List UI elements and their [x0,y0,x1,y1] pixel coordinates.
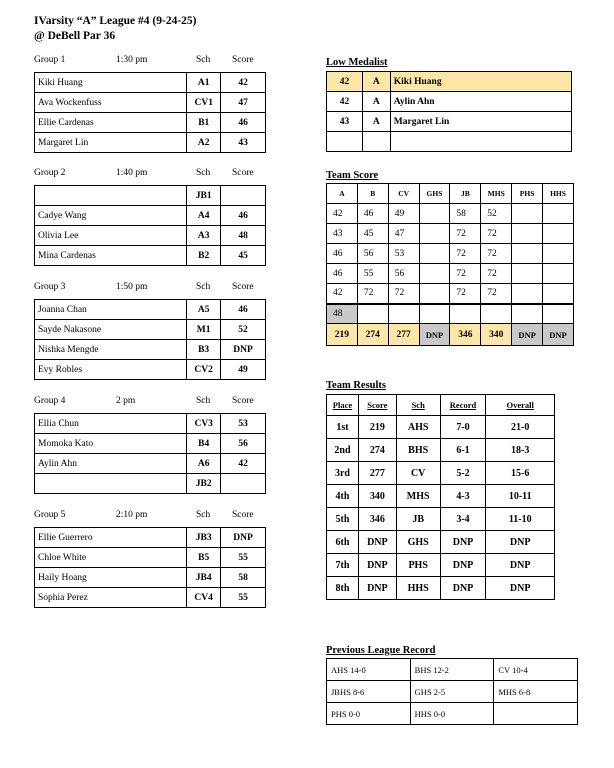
group-score-label: Score [232,168,254,178]
group-player-row [35,454,266,474]
team-total: DNP [512,324,543,346]
team-score-row [327,224,574,244]
team-results-cell: DNP [440,531,486,554]
team-score-cell: 72 [388,284,419,304]
page-subtitle: @ DeBell Par 36 [34,30,116,42]
team-score-cell: 56 [388,264,419,284]
team-score-row [327,244,574,264]
team-score-cell [543,284,574,304]
team-score-col-header: MHS [481,184,512,204]
group-header [34,282,274,296]
medalist-name: Margaret Lin [390,112,571,132]
player-score: 43 [221,133,266,153]
player-score: 46 [221,300,266,320]
team-score-cell: 72 [481,244,512,264]
player-name: Olivia Lee [35,226,187,246]
player-name: Cadye Wang [35,206,187,226]
player-score: 53 [221,414,266,434]
group-table [34,527,266,608]
page-title: IVarsity “A” League #4 (9-24-25) [34,15,197,27]
team-results-cell: DNP [486,577,555,600]
team-score-cell [512,244,543,264]
player-name: Ellia Chun [35,414,187,434]
school-code: B3 [187,340,221,360]
team-results-cell: 7th [327,554,359,577]
team-score-cell: 46 [357,204,388,224]
team-score-cell [450,304,481,324]
team-results-cell: 8th [327,577,359,600]
team-score-cell [543,264,574,284]
team-results-cell: AHS [396,416,440,439]
group-player-row [35,340,266,360]
team-score-col-header: HHS [543,184,574,204]
player-score [221,474,266,494]
team-results-cell: 7-0 [440,416,486,439]
player-score: 58 [221,568,266,588]
player-name: Mina Cardenas [35,246,187,266]
team-results-header [327,395,555,416]
school-code: CV2 [187,360,221,380]
team-score-totals [327,324,574,346]
team-results-cell: DNP [440,577,486,600]
player-name: Sayde Nakasone [35,320,187,340]
team-total: DNP [543,324,574,346]
team-results-cell: CV [396,462,440,485]
group-score-label: Score [232,510,254,520]
team-results-cell: 11-10 [486,508,555,531]
school-code: A5 [187,300,221,320]
team-score-table [326,183,574,346]
team-score-cell [543,304,574,324]
team-results-cell: HHS [396,577,440,600]
team-total: 340 [481,324,512,346]
team-score-col-header: JB [450,184,481,204]
group-player-row [35,568,266,588]
medalist-school: A [362,112,390,132]
team-score-cell [512,284,543,304]
team-results-cell: 1st [327,416,359,439]
team-score-cell [419,224,450,244]
medalist-row [327,112,572,132]
player-score: 48 [221,226,266,246]
group-name: Group 1 [34,55,66,65]
group-player-row [35,93,266,113]
team-score-cell [419,204,450,224]
player-score: 45 [221,246,266,266]
player-name: Nishka Mengde [35,340,187,360]
team-score-cell: 72 [481,284,512,304]
group-name: Group 5 [34,510,66,520]
player-score: 42 [221,454,266,474]
team-results-col-header: Place [327,395,359,416]
team-score-col-header: PHS [512,184,543,204]
team-score-cell: 48 [327,304,358,324]
team-results-cell: 4th [327,485,359,508]
team-score-cell [481,304,512,324]
previous-record-cell: BHS 12-2 [410,659,494,681]
team-results-row [327,439,555,462]
team-score-cell: 43 [327,224,358,244]
player-name: Ellie Cardenas [35,113,187,133]
group-header [34,396,274,410]
school-code: B4 [187,434,221,454]
previous-record-row [327,703,578,725]
previous-record-table [326,658,578,725]
previous-record-cell: MHS 6-8 [494,681,578,703]
player-name [35,474,187,494]
team-score-cell: 72 [450,224,481,244]
team-score-cell [543,224,574,244]
team-results-cell: MHS [396,485,440,508]
team-results-cell: 10-11 [486,485,555,508]
group-table [34,413,266,494]
team-results-cell: JB [396,508,440,531]
team-results-cell: 2nd [327,439,359,462]
team-score-cell: 47 [388,224,419,244]
team-score-cell: 52 [481,204,512,224]
player-score: 42 [221,73,266,93]
medalist-school [362,132,390,152]
school-code: A3 [187,226,221,246]
player-score: 46 [221,206,266,226]
player-name: Evy Robles [35,360,187,380]
team-results-cell: PHS [396,554,440,577]
school-code: A2 [187,133,221,153]
team-score-cell [512,264,543,284]
group-player-row [35,414,266,434]
previous-record-row [327,681,578,703]
player-score: 47 [221,93,266,113]
team-results-col-header: Sch [396,395,440,416]
team-score-row [327,304,574,324]
team-results-cell: 274 [358,439,396,462]
medalist-row [327,92,572,112]
group-time: 2:10 pm [116,510,148,520]
team-total: 219 [327,324,358,346]
team-score-cell [512,224,543,244]
player-name: Momoka Kato [35,434,187,454]
team-results-cell: 5-2 [440,462,486,485]
team-results-cell: DNP [486,531,555,554]
group-time: 1:50 pm [116,282,148,292]
group-score-label: Score [232,55,254,65]
team-score-cell: 45 [357,224,388,244]
team-score-cell: 55 [357,264,388,284]
school-code: JB1 [187,186,221,206]
team-results-cell: 15-6 [486,462,555,485]
team-results-row [327,554,555,577]
medalist-school: A [362,72,390,92]
player-name: Aylin Ahn [35,454,187,474]
school-code: A1 [187,73,221,93]
team-results-row [327,508,555,531]
team-score-cell: 72 [450,284,481,304]
player-score: 46 [221,113,266,133]
group-name: Group 3 [34,282,66,292]
team-results-cell: 3-4 [440,508,486,531]
team-score-col-header: CV [388,184,419,204]
group-score-label: Score [232,282,254,292]
group-player-row [35,588,266,608]
team-results-cell: 346 [358,508,396,531]
group-sch-label: Sch [196,510,211,520]
player-name [35,186,187,206]
medalist-score: 42 [327,92,363,112]
group-time: 2 pm [116,396,136,406]
team-results-row [327,462,555,485]
school-code: CV3 [187,414,221,434]
player-score: DNP [221,528,266,548]
team-score-cell: 72 [481,264,512,284]
team-total: 277 [388,324,419,346]
team-results-cell: 3rd [327,462,359,485]
team-total: 346 [450,324,481,346]
medalist-name: Aylin Ahn [390,92,571,112]
previous-record-cell: JBHS 8-6 [327,681,411,703]
team-score-cell: 72 [450,264,481,284]
group-time: 1:30 pm [116,55,148,65]
school-code: JB2 [187,474,221,494]
group-player-row [35,226,266,246]
low-medalist-table [326,71,572,152]
group-player-row [35,133,266,153]
group-sch-label: Sch [196,282,211,292]
player-name: Kiki Huang [35,73,187,93]
team-score-col-header: A [327,184,358,204]
team-score-row [327,284,574,304]
team-score-cell [512,304,543,324]
team-score-cell: 46 [327,264,358,284]
group-header [34,168,274,182]
group-time: 1:40 pm [116,168,148,178]
low-medalist-title: Low Medalist [326,57,388,68]
previous-record-cell: HHS 0-0 [410,703,494,725]
team-results-cell: 5th [327,508,359,531]
team-score-cell: 42 [327,204,358,224]
school-code: B2 [187,246,221,266]
player-name: Sophia Perez [35,588,187,608]
school-code: CV1 [187,93,221,113]
previous-record-title: Previous League Record [326,645,436,656]
player-score [221,186,266,206]
school-code: A6 [187,454,221,474]
team-total: DNP [419,324,450,346]
team-results-cell: DNP [358,531,396,554]
group-sch-label: Sch [196,396,211,406]
group-player-row [35,73,266,93]
player-name: Margaret Lin [35,133,187,153]
previous-record-cell: CV 10-4 [494,659,578,681]
player-name: Haily Hoang [35,568,187,588]
team-score-cell [419,244,450,264]
team-results-cell: 21-0 [486,416,555,439]
team-results-cell: GHS [396,531,440,554]
group-table [34,299,266,380]
team-score-col-header: B [357,184,388,204]
previous-record-cell: AHS 14-0 [327,659,411,681]
school-code: JB4 [187,568,221,588]
team-score-cell: 72 [481,224,512,244]
team-score-cell: 53 [388,244,419,264]
group-player-row [35,186,266,206]
team-results-cell: 219 [358,416,396,439]
school-code: JB3 [187,528,221,548]
team-results-row [327,577,555,600]
team-score-cell [543,244,574,264]
group-table [34,185,266,266]
team-total: 274 [357,324,388,346]
team-results-cell: 6th [327,531,359,554]
team-results-table [326,394,555,600]
player-score: 55 [221,588,266,608]
group-table [34,72,266,153]
team-results-row [327,531,555,554]
team-score-col-header: GHS [419,184,450,204]
group-score-label: Score [232,396,254,406]
team-score-cell: 56 [357,244,388,264]
team-results-cell: BHS [396,439,440,462]
medalist-score: 42 [327,72,363,92]
group-player-row [35,474,266,494]
school-code: CV4 [187,588,221,608]
team-results-col-header: Overall [486,395,555,416]
team-results-cell: DNP [486,554,555,577]
medalist-name [390,132,571,152]
group-player-row [35,528,266,548]
team-results-cell: 340 [358,485,396,508]
group-player-row [35,300,266,320]
team-score-cell [543,204,574,224]
team-results-row [327,416,555,439]
school-code: B5 [187,548,221,568]
group-sch-label: Sch [196,168,211,178]
team-results-col-header: Record [440,395,486,416]
team-score-title: Team Score [326,170,379,181]
team-score-row [327,264,574,284]
team-score-header [327,184,574,204]
player-score: DNP [221,340,266,360]
medalist-school: A [362,92,390,112]
player-name: Ellie Guerrero [35,528,187,548]
team-score-cell: 49 [388,204,419,224]
school-code: M1 [187,320,221,340]
previous-record-cell: GHS 2-5 [410,681,494,703]
group-player-row [35,206,266,226]
team-score-cell [419,284,450,304]
medalist-score: 43 [327,112,363,132]
team-results-cell: 18-3 [486,439,555,462]
team-score-cell: 46 [327,244,358,264]
team-score-cell: 58 [450,204,481,224]
group-header [34,510,274,524]
team-results-cell: 6-1 [440,439,486,462]
team-results-row [327,485,555,508]
school-code: B1 [187,113,221,133]
previous-record-cell: PHS 0-0 [327,703,411,725]
team-score-cell [388,304,419,324]
medalist-score [327,132,363,152]
group-player-row [35,360,266,380]
team-results-cell: DNP [358,554,396,577]
team-results-title: Team Results [326,380,386,391]
previous-record-row [327,659,578,681]
group-player-row [35,320,266,340]
group-sch-label: Sch [196,55,211,65]
player-score: 55 [221,548,266,568]
team-results-cell: 4-3 [440,485,486,508]
team-score-cell [357,304,388,324]
team-score-cell [512,204,543,224]
team-score-cell: 72 [357,284,388,304]
previous-record-cell [494,703,578,725]
team-results-cell: DNP [440,554,486,577]
group-name: Group 2 [34,168,66,178]
player-score: 49 [221,360,266,380]
group-player-row [35,113,266,133]
group-name: Group 4 [34,396,66,406]
player-name: Ava Wockenfuss [35,93,187,113]
group-player-row [35,434,266,454]
team-score-cell [419,264,450,284]
player-score: 52 [221,320,266,340]
medalist-row [327,72,572,92]
player-score: 56 [221,434,266,454]
team-results-cell: 277 [358,462,396,485]
team-score-row [327,204,574,224]
group-player-row [35,246,266,266]
team-results-col-header: Score [358,395,396,416]
group-player-row [35,548,266,568]
team-score-cell: 72 [450,244,481,264]
group-header [34,55,274,69]
player-name: Chloe White [35,548,187,568]
team-results-cell: DNP [358,577,396,600]
medalist-name: Kiki Huang [390,72,571,92]
school-code: A4 [187,206,221,226]
team-score-cell [419,304,450,324]
player-name: Joanna Chan [35,300,187,320]
team-score-cell: 42 [327,284,358,304]
medalist-row [327,132,572,152]
